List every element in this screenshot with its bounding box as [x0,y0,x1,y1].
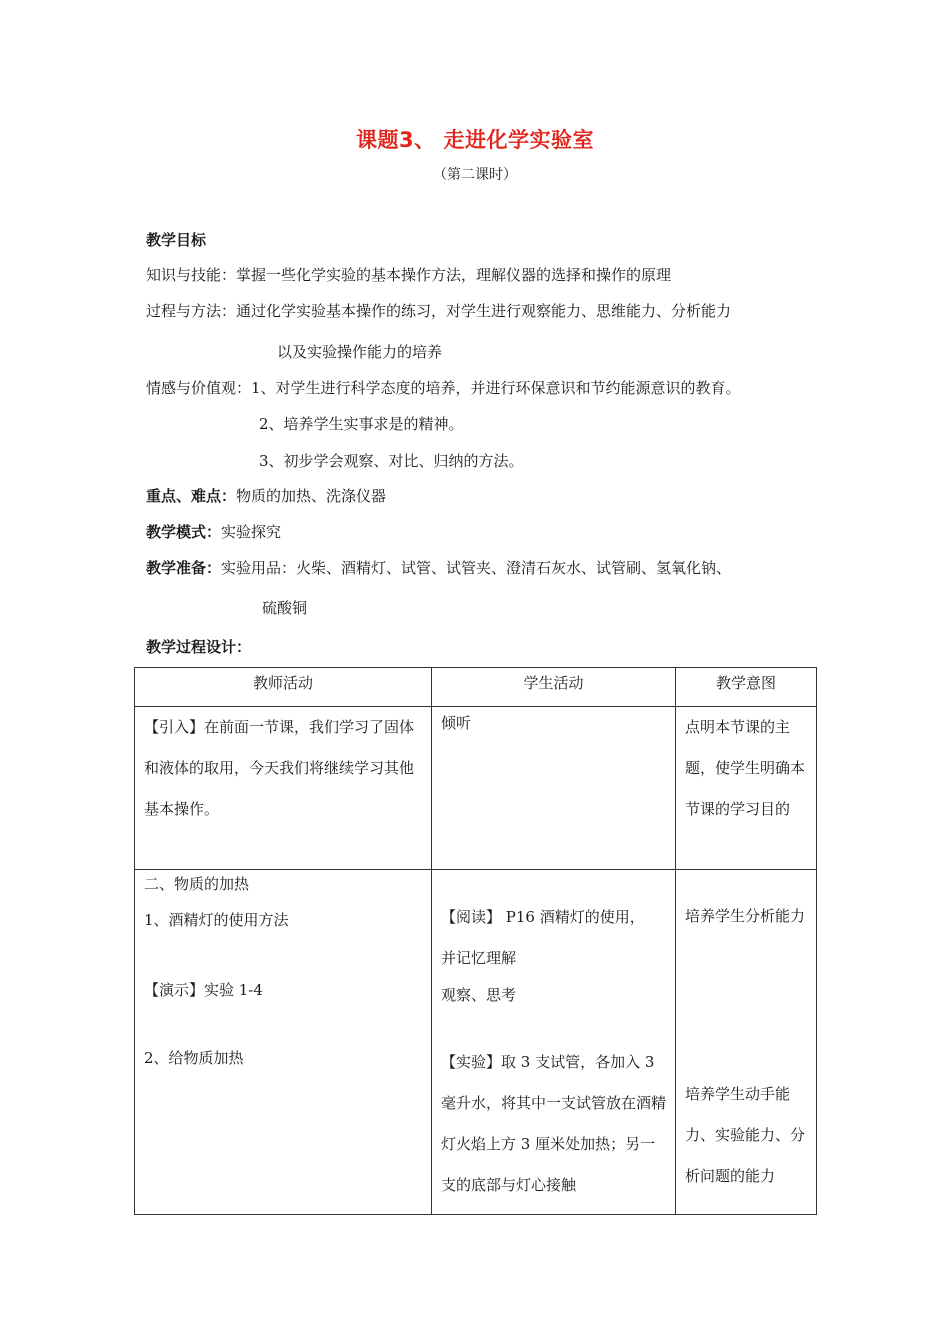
row1-student-text: 倾听 [441,714,472,732]
row1-teacher-cell [135,707,432,870]
row1-student-cell [432,707,676,870]
preparation-continued: 硫酸铜 [262,599,308,617]
process-design-heading: 教学过程设计： [146,638,252,656]
table-row [135,870,817,1215]
key-points [146,486,386,506]
row2-intent-hands-on: 培养学生动手能力、实验能力、分析问题的能力 [685,1085,806,1185]
teaching-mode-value: 实验探究 [221,523,282,541]
row2-student-read-continued: 并记忆理解 [441,949,517,967]
table-header-row [135,668,817,707]
header-teacher-activity: 教师活动 [135,668,432,707]
row2-demo: 【演示】实验 1-4 [144,981,263,999]
key-points-value: 物质的加热、洗涤仪器 [236,487,387,505]
row2-item-alcohol-lamp: 1、酒精灯的使用方法 [144,911,289,929]
row2-student-experiment: 【实验】取 3 支试管，各加入 3 毫升水，将其中一支试管放在酒精灯火焰上方 3 厘米处加热；另一支的底部与灯心接触 [441,1053,667,1194]
objectives-heading: 教学目标 [146,231,207,249]
row2-intent-analysis: 培养学生分析能力 [685,907,806,925]
row2-item-heating: 2、给物质加热 [144,1049,244,1067]
preparation-label: 教学准备： [146,559,222,577]
preparation [146,558,731,578]
header-student-activity: 学生活动 [432,668,676,707]
page-subtitle: （第二课时） [433,167,517,183]
page-title: 课题3、 走进化学实验室 [356,128,594,152]
row1-intent-cell [676,707,817,870]
objective-knowledge: 知识与技能：掌握一些化学实验的基本操作方法，理解仪器的选择和操作的原理 [146,266,672,284]
teaching-mode-label: 教学模式： [146,523,222,541]
header-teaching-intent: 教学意图 [676,668,817,707]
objective-process: 过程与方法：通过化学实验基本操作的练习，对学生进行观察能力、思维能力、分析能力 [146,302,732,320]
row2-student-observe: 观察、思考 [441,986,517,1004]
teaching-mode [146,522,281,542]
table-row [135,707,817,870]
row2-section-heading: 二、物质的加热 [144,875,250,893]
objective-emotion-3: 3、初步学会观察、对比、归纳的方法。 [259,452,524,470]
objective-emotion: 情感与价值观：1、对学生进行科学态度的培养，并进行环保意识和节约能源意识的教育。 [146,379,741,397]
row1-teacher-text: 【引入】在前面一节课，我们学习了固体和液体的取用，今天我们将继续学习其他基本操作。 [144,718,415,818]
row2-teacher-cell [135,870,432,1215]
row1-intent-text: 点明本节课的主题，使学生明确本节课的学习目的 [685,718,806,818]
row2-student-cell [432,870,676,1215]
objective-process-continued: 以及实验操作能力的培养 [277,343,443,361]
row2-intent-cell [676,870,817,1215]
row2-student-read: 【阅读】 P16 酒精灯的使用， [441,908,645,926]
key-points-label: 重点、难点： [146,487,237,505]
lesson-plan-table [134,667,817,1215]
objective-emotion-2: 2、培养学生实事求是的精神。 [259,415,464,433]
preparation-value: 实验用品：火柴、酒精灯、试管、试管夹、澄清石灰水、试管刷、氢氧化钠、 [221,559,732,577]
